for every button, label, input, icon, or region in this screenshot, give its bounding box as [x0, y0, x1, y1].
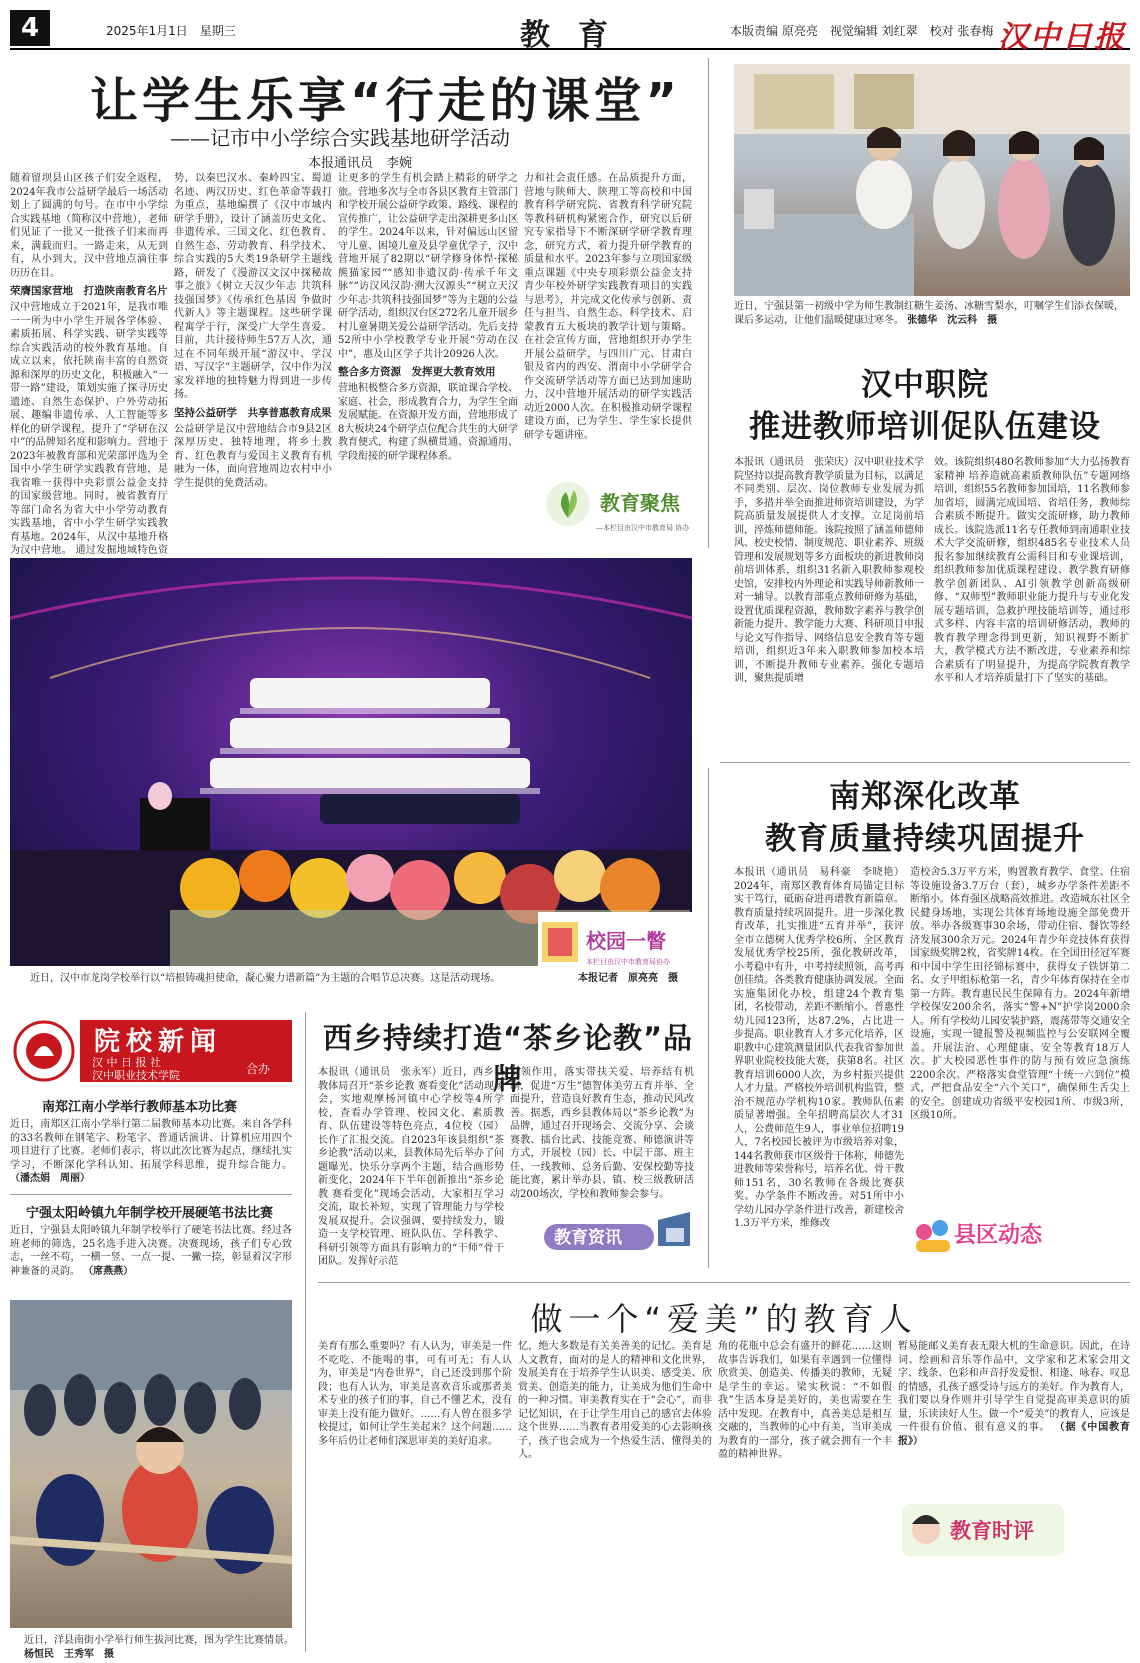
- jiaoyu-jujiao-badge: [540, 478, 690, 538]
- lead-col4-text: 力和社会责任感。在品质提升方面，营地与陕师大、陕理工等高校和中国教育科学研究院、省教育科学研究院等教科研机构紧密合作，研究以后研究专家指导下不断深研学研学教育理念，研究方式，着力提升研学教育的质量和水平。2023年参与立项国家级重点课题《中央专项彩票公益金支持青少年校外研学实践教育项目的实践与思考》，并完成文化传承与创新、责任与担当、自然生态、科学技术、启蒙教育五大板块的教学计划与策略。在社会宣传方面，营地组织开办学生开展公益研学，与四川广元、甘肃白银及省内的西安、渭南中小学研学合作交流研学活动等方面已达到加速助力，汉中营地开展活动的研学实践活动近2000人次。在积极推动研学课程建设方面，已为学生、学生家长提供研学专题讲座。: [524, 173, 692, 441]
- essay-credit: （据《中国教育报》）: [898, 1422, 1130, 1447]
- news2-credit: （席燕燕）: [83, 1265, 134, 1277]
- chorus-credit: 本报记者 原亮亮 摄: [578, 973, 678, 984]
- section-title: 教育: [520, 18, 636, 53]
- menu-board: [754, 74, 834, 129]
- banner-tag: 合办: [246, 1062, 271, 1076]
- tug-caption: 近日，洋县南街小学举行师生拔河比赛，图为学生比赛情景。 杨恒民 王秀军 摄: [24, 1635, 294, 1660]
- jiaoyu-shiping-badge: [900, 1500, 1066, 1560]
- nanzheng-column-1: 本报讯（通讯员 易科豪 李晓艳）2024年，南郑区教育体育局锚定目标实干笃行，砥砺奋进再谱教育新篇章。教育质量持续巩固提升。进一步深化教育改革，扎实推进“五育并举”，获评全市立德树人优秀学校6所、全区教育发展优秀学校25所，强化教研改革，小考稳中有升，中考持续照领，高考再创佳绩。各类教育健康协调发展。全面实施集团化办校，组建24个教育集团，名校带动，差距不断缩小。普惠性幼儿园123所，达87.2%，占比进一步提高。职业教育人才多元化培养，区职教中心建筑测量团队代表我省参加世界职业院校技能大赛，获第8名。社区教育培训6000人次，为乡村振兴提供人才力量。严格校外培训机构监管，整治不规范办学机构10家。教师队伍素质显著增强。全年招聘高层次人才31人，公费师范生9人，事业单位招聘19人，7名校园长被评为市级培养对象，144名教师获市区级骨干体称，师德先进教师等荣誉称号，培养名优、骨干教师151名，30名教师在各级比赛获奖。办学条件不断改善。对51所中小学幼儿园办学条件进行改善，新建校舍1.3万平方米，维修改: [734, 867, 904, 1229]
- lead-subheadline: ——记市中小学综合实践基地研学活动: [170, 126, 510, 150]
- xianqu-dongtai-badge: [910, 1206, 1060, 1258]
- lead-col2-subhead: 坚持公益研学 共享普惠教育成果: [174, 406, 332, 419]
- lead-col3-text-b: 营地积极整合多方资源，联谊课合学校、家庭、社会，形成教育合力，为学生全面发展赋能。在资源开发方面，营地形成了8大板块24个研学点位配合共生的大研学教育便式，构建了纵横贯通、资源通用、学段衔接的研学课程体系。: [338, 383, 518, 462]
- badge-title: 校园一瞥: [586, 929, 666, 953]
- lead-col1-text-c: 通过发掘地域特色资: [75, 545, 169, 556]
- banner-partner-2: 汉中职业技术学院: [92, 1069, 180, 1082]
- jiaoyu-zixun-badge: [540, 1206, 696, 1258]
- photo-chorus: [10, 558, 692, 966]
- student-figure: [856, 159, 912, 229]
- lead-byline: 本报通讯员 李婉: [308, 156, 413, 171]
- news1-headline: 南郑江南小学举行教师基本功比赛: [42, 1100, 238, 1115]
- photo-ginger-soup: [734, 64, 1130, 296]
- photo-ginger-caption: 近日，宁强县第一初级中学为师生教制红糖生姜汤、冰糖雪梨水，叮嘱学生们添衣保暖，课后多运动，让他们温暖健康过寒冬。 张德华 沈云科 摄: [734, 301, 1124, 326]
- badge-title: 县区动态: [954, 1223, 1043, 1248]
- lead-col1-text: 随着留坝县山区孩子们安全返程，2024年我市公益研学最后一场活动划上了圆满的句号。在市中小学综合实践基地（简称汉中营地），老师们见证了一批又一批孩子们来而再来，满载而归。一路走来，从无到有，从小到大，汉中营地点滴往事历历在目。: [10, 173, 168, 279]
- xixiang-column-2: 引领作用，落实带扶关爱、培养结有机制，促进“万生”德智体美劳五育并举、全面提升，营造良好教育生态，推动民风改善。据悉，西乡县教体局以“茶乡论教”为品牌，通过召开现场会、交流分享、会谈赛教、擂台比武、技能竞赛、师德演讲等方式，开展校（园）长、中层干部、班主任、一线教师、总务后勤、安保校勤等技能比赛，累计举办县、镇、校三级教研活动200场次，学校和教师参会参与。: [510, 1067, 694, 1200]
- zhiyuan-column-1: 本报讯（通讯员 张荣庆）汉中职业技术学院坚持以提高教育教学质量为目标，以满足不同类别、层次、岗位教师专业发展为抓手，多措并举全面推进师资培训建设，为学院高质量发展提供人才支撑。立足岗前培训，淬炼师德师能。该院按照了涵盖师德师风、校史校情、制度规范、职业素养、班级管理和发展规划等多方面板块的新进教师岗前培训体系，组织31名新入职教师参观校史馆，安排校内外理论和实践导师新教师一对一辅导。以教育部重点教师研修为基础，设置优质课程资源，教师数字素养与教学创新能力提升、教学能力大赛、科研项目申报与论文写作指导、网络信息安全教育等专题培训，组织近3年来入职教师参加校本培训，不断提升教师专业素养。强化专题培训，聚焦提质增: [734, 457, 924, 684]
- lead-column-2: [174, 172, 332, 544]
- lead-column-4: [524, 172, 692, 472]
- news2-headline: 宁强太阳岭镇九年制学校开展硬笔书法比赛: [26, 1206, 274, 1221]
- lead-col2-text-b: 公益研学是汉中营地结合市9县2区深厚历史、独特地理，将乡土教育、红色教育与爱国主义教育有机融为一体，面向营地周边农村中小学生提供的免费活动。: [174, 423, 332, 489]
- lead-col1-text-b: 汉中营地成立于2021年，是我市唯一一所为中小学生开展各学体验、素质拓展、科学实践、研学实践等综合实践活动的校外教育基地。自成立以来，依托陕南丰富的自然资源和深厚的历史文化，积极融入“一带一路”建设，策划实施了探寻历史遗迹、自然生态保护、户外劳动拓展、趣编非遗传承、人工智能等多样化的研学课程，提升了“学研在汉中”的品牌知名度和影响力。营地于2023年被教育部和光荣部评选为全国中小学生研学实践教育营地，是我省唯一获得中央彩票公益金支持的国家级营地。同时，被省教育厅等部门命名为省大中小学劳动教育实践基地，省中小学生研学实践教育基地。2024年，从汉中基地升格为汉中营地。: [10, 302, 168, 556]
- xiaoyuan-yipie-badge: [538, 912, 694, 972]
- banner-title: 院校新闻: [94, 1027, 223, 1057]
- lead-col2-text: 势，以秦巴汉水、秦岭四宝、蜀道名迹、两汉历史、红色革命等载打为重点，基地编撰了《汉中市域内研学手册》，设计了涵盖历史文化、非遗传承、三国文化、红色教育、自然生态、劳动教育、科学技术、综合实践的5大类19条研学主题线路，研发了《漫游汉文汉中探秘故事之旅》《树立天汉少年志 共筑科技强国梦》《传承红色基因 争做时代新人》等主题课程。这些研学课程寓学于行，深受广大学生喜爱。目前，共计接待师生57万人次，通过在不同年级开展“游汉中、学汉语、写汉字”主题研学，汉中作为汉家发祥地的独特魅力得到进一步传扬。: [174, 173, 332, 400]
- editors-line: 本版责编 原亮亮 视觉编辑 刘红翠 校对 张春梅: [730, 24, 994, 38]
- news2-body: 近日，宁强县太阳岭镇九年制学校举行了硬笔书法比赛。经过各班老师的筛选，25名选手进入决赛。决赛现场，孩子们专心致志，一丝不苟，一横一竖、一点一提、一撇一捺，彰显着汉字形神兼备的灵韵。 （席燕燕）: [10, 1225, 292, 1277]
- lead-column-3: [338, 172, 518, 544]
- photo-credit: 张德华 沈云科 摄: [907, 315, 998, 326]
- lead-headline: 让学生乐享“行走的课堂”: [90, 73, 682, 129]
- lead-col3-subhead: 整合多方资源 发挥更大教育效用: [338, 366, 496, 378]
- lead-col3-text: 让更多的学生有机会踏上精彩的研学之旅。营地多次与全市各县区教育主管部门和学校开展公益研学政策、路线、课程的宣传推广，让公益研学走出深耕更多山区的学生。2024年以来，针对偏远山区留守儿童、困境儿童及县学童优学子，汉中营地开展了82期以“研学修身体悍·探秘熊猫家园”“感知非遗汉韵·传承千年文脉”“访汉风汉韵·溯大汉源头”“树立天汉少年志·共筑科技强国梦”等为主题的公益研学活动，组织汉台区272名儿童开展乡村儿童暑期关爱公益研学活动。先后支持52所中小学校教学专业开展“劳动在汉中”，惠及山区学子共计20926人次。: [338, 173, 518, 360]
- essay-column-1: 美育有那么重要吗？有人认为，审美是一件不吃吃、不能喝的事，可有可无；有人认为，审美是“内卷世界”，自己还没到那个阶段；也有人认为，审美是喜欢音乐或那者美术专业的孩子们的事，自己不懂艺术，没有审美上没有能力做好。……有人曾在很多学校提过，如何让学生美起来？这个问题……多年后仍让老师们深思审美的美好追求。: [318, 1341, 512, 1447]
- badge-title: 教育聚焦: [600, 491, 680, 515]
- badge-title: 教育资讯: [554, 1228, 622, 1248]
- page-number: 4: [10, 10, 50, 46]
- section-divider: [720, 762, 1130, 763]
- cup: [744, 189, 774, 229]
- news1-credit: （潘杰娟 周丽）: [10, 1173, 90, 1184]
- tug-credit: 杨恒民 王秀军 摄: [24, 1649, 114, 1660]
- masthead: [10, 10, 1130, 55]
- news1-body: 近日，南郑区江南小学举行第二届教师基本功比赛。来自各学科的33名教师在钢笔字、粉笔字、普通话演讲、计算机应用四个项目进行了比赛。老师们表示，将以此次比赛为起点，继续扎实学习，不断深化学科认知、拓展学科思维，提升综合能力。 （潘杰娟 周丽）: [10, 1119, 292, 1184]
- people-icon: [916, 1224, 932, 1240]
- chorus-caption: 近日，汉中市龙岗学校举行以“培根铸魂担使命，凝心聚力谱新篇”为主题的合唱节总决赛。这是活动现场。: [30, 973, 501, 984]
- paper-logo: 汉中日报: [998, 20, 1126, 55]
- lead-col1-subhead: 荣膺国家营地 打造陕南教育名片: [10, 285, 168, 297]
- lead-column-1: [10, 172, 169, 556]
- essay-column-2: 忆，绝大多数是有关美善美的记忆。美育是人文教育，面对的是人的精神和文化世界，发展美育在于培养学生认识美、感受美、欣赏美、创造美的能力，让美成为他们生命中的一种习惯。审美教育实在于“会心”，而非记忆知识，在于让学生用自己的感官去体验这个世界……当教育者用爱美的心去影响孩子，孩子也会成为一个热爱生活、懂得美的人。: [518, 1341, 712, 1460]
- issue-date: 2025年1月1日 星期三: [106, 24, 236, 38]
- xixiang-headline: 西乡持续打造“茶乡论教”品牌: [322, 1021, 694, 1096]
- zhiyuan-headline: 汉中职院 推进教师培训促队伍建设: [749, 367, 1101, 445]
- essay-headline: 做一个“爱美”的教育人: [530, 1300, 918, 1338]
- nanzheng-column-2: 造校舍5.3万平方米，购置教育教学、食堂、住宿等设施设备3.7万台（套），城乡办学条件差距不断缩小。体育强区战略高效推进。改造城东社区全民健身场地，实现公共体育场地设施全部免费开放。举办各级赛事30余场，带动住宿、餐饮等经济发展300余万元。2024年青少年竞技体育获得国家级奖牌2枚，省奖牌14枚。在全国田径冠军赛和中国中学生田径锦标赛中，获得女子铁饼第二名、女子甲组标枪第一名，青少年体育保持在全市第一方阵。教育惠民民生保障有力。2024年新增学校保安200余名，落实“警+N”护学岗2000余人。所有学校幼儿园安装护路，震荡带等交通安全设施，实现一键报警及视频监控与公安联网全覆盖。开展法治、心理健康、安全等教育18万人次。扩大校园恶性事件的防与预有效应急演练2200余次。严格落实食堂管理“十统一六到位”模式，严把食品安全“六个关口”，确保师生舌尖上的安全。创建成功省级平安校园1所、市级3所，区级10所。: [910, 867, 1130, 1121]
- nanzheng-headline: 南郑深化改革 教育质量持续巩固提升: [765, 779, 1085, 857]
- photo-tug-of-war: [10, 1300, 292, 1628]
- piano: [140, 798, 210, 850]
- badge-title: 教育时评: [950, 1519, 1034, 1543]
- badge-sub: 本栏目由汉中市教育局协办: [586, 958, 670, 966]
- essay-column-4: 暂易能邮义美育表无限大机的生命意识。因此，在诗词、绘画和音乐等作品中，文学家和艺术家会用文字、线条、色彩和声音抒发爱恨、相逢、咏春、叹息的情感，孔孩子感受诗与远方的美好。作为教育人，我们要以身作则并引导学生自觉提高审美意识的质量，乐读读好人生。做一个“爱美”的教育人，应该是一件很有价值、很有意义的事。 （据《中国教育报》）: [898, 1341, 1130, 1447]
- xixiang-column-1: 本报讯（通讯员 张永军）近日，西乡县教体局召开“茶乡论教 赛看变化”活动现场会，实地观摩杨河镇中心学校等4所学校，查看办学管理、校园文化、素质教育、队伍建设等特色亮点，4位校（园）长作了汇报交流。自2023年该县组织“茶乡论教”活动以来，县教体局先后举办了问题曝光、快乐分享两个主题，结合画形势新变化，2024年下半年创新推出“茶乡论教 赛看变化”现场会活动，大家相互学习交流，取长补短，实现了管理能力与学校发展双提升。会议强调，要持续发力，锻造一支学校管理、班队队伍、学科教学、科研引领等方面具有影响力的“干师”骨干团队。发挥好示范: [318, 1067, 504, 1267]
- badge-sub: —本栏目由汉中市教育局 协办: [596, 524, 690, 532]
- pianist: [148, 782, 172, 810]
- column-divider: [708, 58, 709, 548]
- stage-riser: [240, 708, 500, 714]
- yuanxiao-xinwen-banner: [10, 1020, 292, 1082]
- zhiyuan-column-2: 效。该院组织480名教师参加“大力弘扬教育家精神 培养造就高素质教师队伍”专题网络培训，组织55名教师参加国培，11名教师参加省培，圆满完成国培、省培任务，教师综合素质不断提升。做实交流研修，助力教师成长。该院选派11名专任教师到南通职业技术大学交流研修，组织485名专业技术人员报名参加继续教育公需科目和专业课培训，组织教师参加优质课程建设、教学教育研修教学创新团队、AI引领教学创新高级研修、“双师型”教师职业能力提升与专业化发展专题培训，急救护理技能培训等，通过形式多样、内容丰富的培训研修活动，教师的教育教学理念得到更新，知识视野不断扩大，教学模式方法不断改进，专业素养和综合素质有了明显提升，为提高学院教育教学水平和人才培养质量打下了坚实的基础。: [934, 457, 1130, 684]
- essay-column-3: 角的花瓶中总会有盛开的鲜花……这则故事告诉我们，如果有幸遇到一位懂得欣赏美、创造美、传播美的教师，无疑是学生的幸运。梁实秋说：“不如假我”生活本身是美好的，美也需要在生活中发现。在教育中，真善美总是相互交融的，当教师的心中有美，当审美成为教育的一部分，孩子就会拥有一个丰盈的精神世界。: [718, 1341, 892, 1460]
- banner-partner-1: 汉 中 日 报 社: [92, 1056, 161, 1069]
